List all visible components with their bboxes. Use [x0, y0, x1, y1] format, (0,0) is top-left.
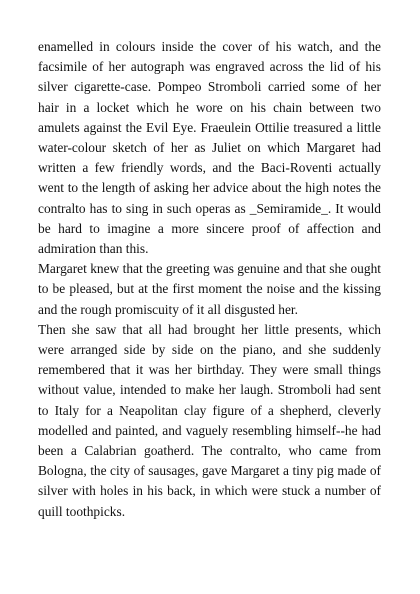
- paragraph-3: Then she saw that all had brought her little presents, which were arranged side by side on the piano, and she suddenly remembered that it was her birthday. They were small things without value, intended to make her laugh. Stromboli had sent to Italy for a Neapolitan clay figure of a shepherd, cleverly modelled and painted, and vaguely resembling himself--he had been a Calabrian goatherd. The contralto, who came from Bologna, the city of sausages, gave Margaret a tiny pig made of silver with holes in his back, in which were stuck a number of quill toothpicks.: [38, 321, 381, 519]
- document-page: [38, 37, 381, 522]
- paragraph-1: enamelled in colours inside the cover of his watch, and the facsimile of her autograph was engraved across the lid of his silver cigarette-case. Pompeo Stromboli carried some of her hair in a locket which he wore on his chain between two amulets against the Evil Eye. Fraeulein Ottilie treasured a little water-colour sketch of her as Juliet on which Margaret had written a few friendly words, and the Baci-Roventi actually went to the length of asking her advice about the high notes the contralto has to sing in such operas as _Semiramide_. It would be hard to imagine a more sincere proof of affection and admiration than this.: [38, 39, 381, 257]
- paragraph-2: Margaret knew that the greeting was genuine and that she ought to be pleased, but at the first moment the noise and the kissing and the rough promiscuity of it all disgusted her.: [38, 261, 381, 317]
